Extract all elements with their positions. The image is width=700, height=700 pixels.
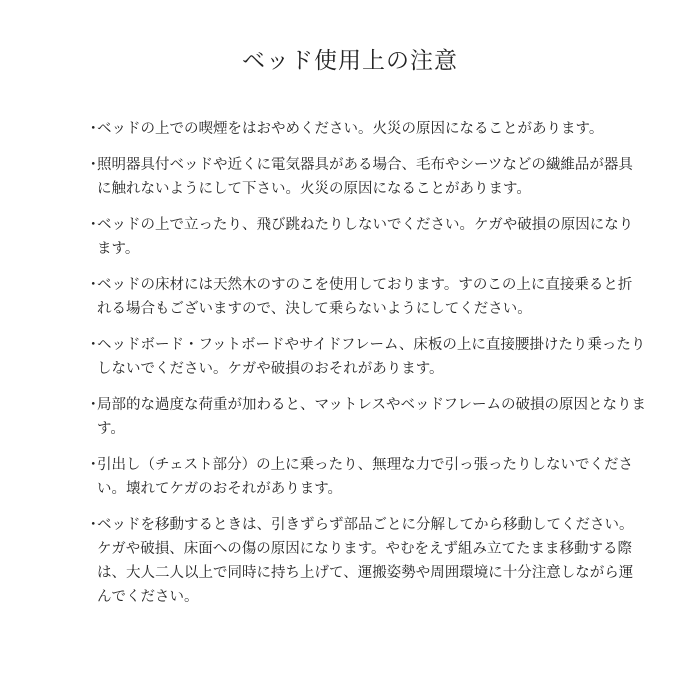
caution-item	[86, 393, 646, 441]
caution-item	[86, 513, 646, 609]
bullet-mark: ・	[86, 217, 101, 233]
caution-text: ベッドの上での喫煙をはおやめください。火災の原因になることがあります。	[97, 121, 604, 137]
caution-item	[86, 153, 646, 201]
bullet-mark: ・	[86, 157, 101, 173]
bullet-mark: ・	[86, 517, 101, 533]
caution-text: ヘッドボード・フットボードやサイドフレーム、床板の上に直接腰掛けたり乗ったりしないでください。ケガや破損のおそれがあります。	[97, 337, 646, 377]
caution-text: ベッドの上で立ったり、飛び跳ねたりしないでください。ケガや破損の原因になります。	[97, 217, 634, 257]
bullet-mark: ・	[86, 397, 101, 413]
caution-text: ベッドを移動するときは、引きずらず部品ごとに分解してから移動してください。ケガや破損、床面への傷の原因になります。やむをえず組み立てたまま移動する際は、大人二人以上で同時に持ち上げて、運搬姿勢や周囲環境に十分注意しながら運んでください。	[97, 517, 634, 605]
caution-item	[86, 273, 646, 321]
caution-text: 局部的な過度な荷重が加わると、マットレスやベッドフレームの破損の原因となります。	[97, 397, 646, 437]
caution-list	[86, 117, 646, 621]
caution-text: 照明器具付ベッドや近くに電気器具がある場合、毛布やシーツなどの繊維品が器具に触れないようにして下さい。火災の原因になることがあります。	[97, 157, 633, 197]
caution-item	[86, 453, 646, 501]
bullet-mark: ・	[86, 457, 101, 473]
page-title: ベッド使用上の注意	[242, 48, 458, 74]
caution-item	[86, 213, 646, 261]
caution-item	[86, 333, 646, 381]
caution-text: ベッドの床材には天然木のすのこを使用しております。すのこの上に直接乗ると折れる場合もございますので、決して乗らないようにしてください。	[97, 277, 633, 317]
bullet-mark: ・	[86, 277, 101, 293]
bullet-mark: ・	[86, 337, 101, 353]
caution-item	[86, 117, 646, 141]
bullet-mark: ・	[86, 121, 101, 137]
caution-text: 引出し（チェスト部分）の上に乗ったり、無理な力で引っ張ったりしないでください。壊れてケガのおそれがあります。	[97, 457, 634, 497]
